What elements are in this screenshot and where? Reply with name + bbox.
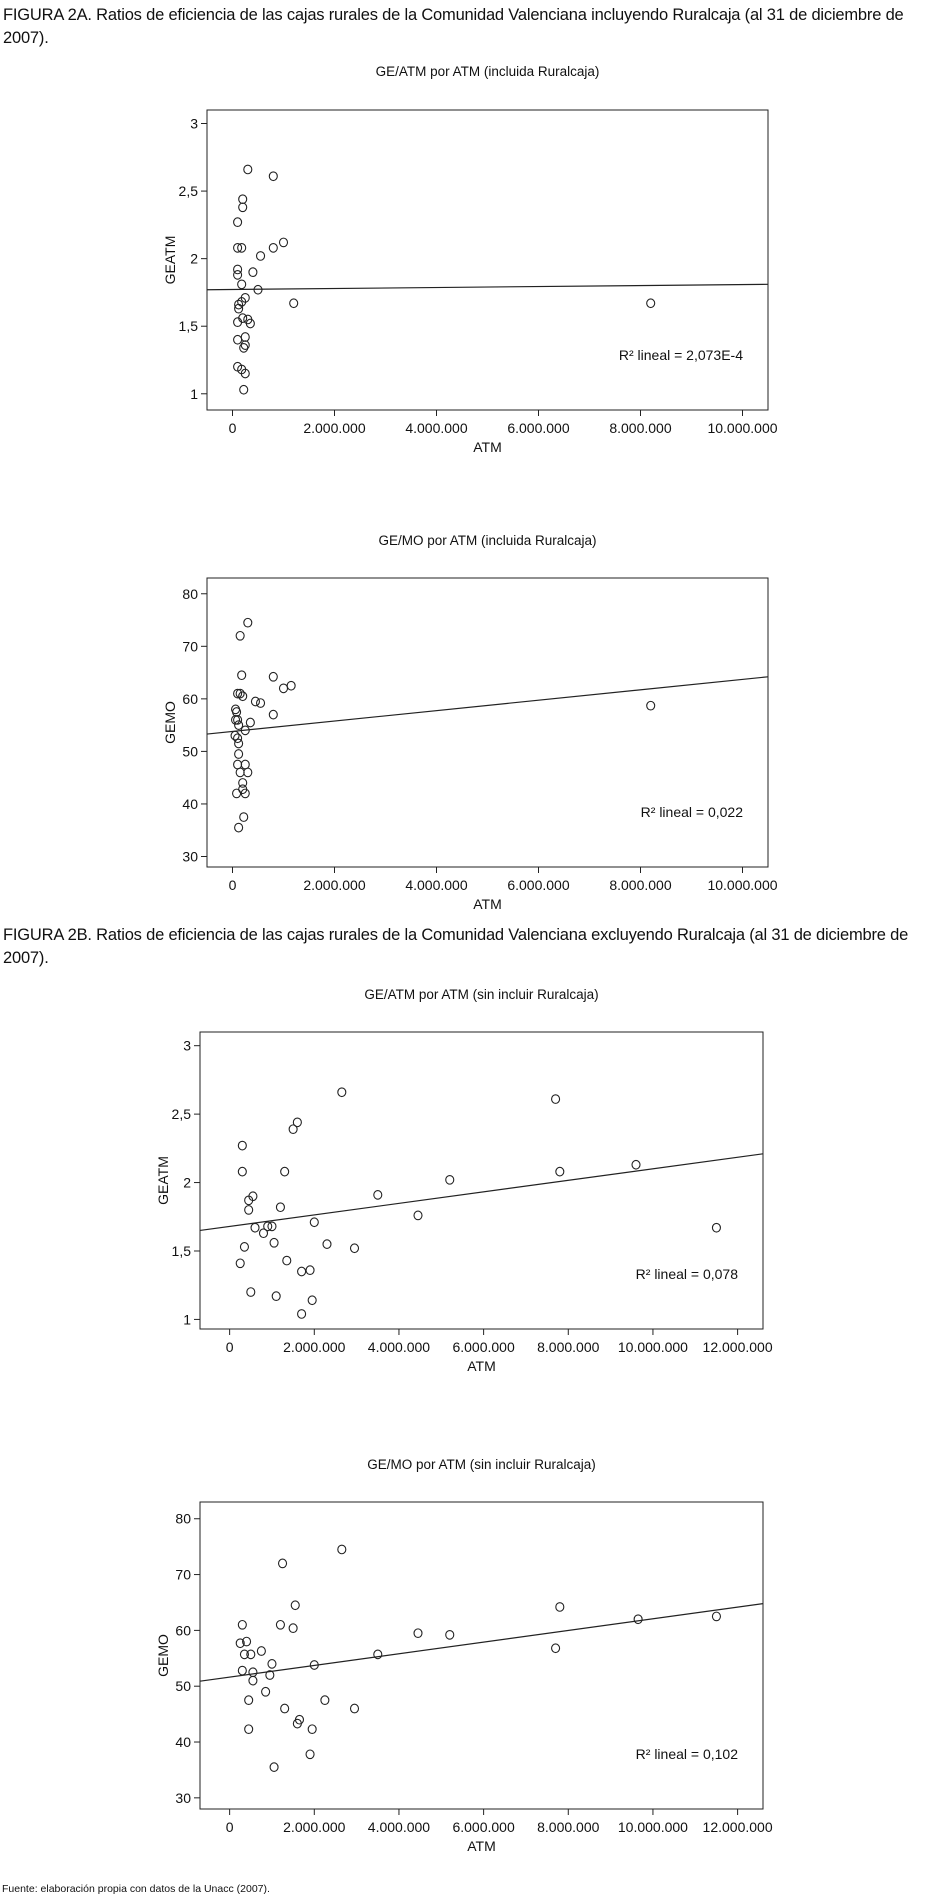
data-point	[241, 760, 249, 769]
x-tick-label: 4.000.000	[405, 877, 468, 893]
x-tick-label: 2.000.000	[283, 1339, 346, 1355]
data-point	[446, 1176, 454, 1185]
x-tick-label: 8.000.000	[609, 420, 672, 436]
chart-title: GE/MO por ATM (sin incluir Ruralcaja)	[367, 1457, 596, 1472]
data-point	[236, 632, 244, 641]
data-point	[306, 1266, 314, 1275]
data-point	[268, 1660, 276, 1669]
data-point	[712, 1612, 720, 1621]
data-point	[308, 1296, 316, 1305]
x-tick-label: 2.000.000	[303, 877, 366, 893]
x-tick-label: 6.000.000	[507, 877, 570, 893]
x-tick-label: 0	[228, 877, 237, 893]
data-point	[280, 684, 288, 693]
data-point	[240, 813, 248, 822]
x-tick-label: 10.000.000	[617, 1819, 688, 1835]
chart-title: GE/ATM por ATM (sin incluir Ruralcaja)	[364, 987, 599, 1002]
data-point	[238, 671, 246, 680]
data-point	[238, 1141, 246, 1150]
x-tick-label: 0	[225, 1339, 234, 1355]
data-point	[287, 681, 295, 690]
r-squared-annotation: R² lineal = 0,022	[640, 804, 743, 820]
figure-2a-caption	[3, 4, 929, 50]
data-point	[289, 1624, 297, 1633]
y-tick-label: 3	[183, 1037, 191, 1054]
data-point	[306, 1750, 314, 1759]
data-point	[414, 1629, 422, 1638]
x-tick-label: 8.000.000	[537, 1819, 600, 1835]
y-tick-label: 40	[182, 795, 198, 812]
chart-geatm-incl-ruralcaja	[0, 60, 933, 470]
y-tick-label: 50	[175, 1678, 191, 1695]
data-point	[272, 1292, 280, 1301]
data-point	[235, 823, 243, 832]
x-tick-label: 6.000.000	[452, 1819, 515, 1835]
data-point	[244, 165, 252, 174]
data-point	[235, 739, 243, 748]
data-point	[238, 1621, 246, 1630]
y-tick-label: 70	[182, 638, 198, 655]
x-tick-label: 2.000.000	[283, 1819, 346, 1835]
data-point	[262, 1687, 270, 1696]
data-point	[276, 1621, 284, 1630]
data-point	[236, 768, 244, 777]
data-point	[269, 244, 277, 253]
data-point	[245, 1696, 253, 1705]
data-point	[351, 1244, 359, 1253]
x-tick-label: 12.000.000	[702, 1819, 773, 1835]
data-point	[712, 1223, 720, 1232]
data-point	[634, 1615, 642, 1624]
data-point	[276, 1203, 284, 1212]
data-point	[289, 1125, 297, 1134]
y-tick-label: 30	[182, 848, 198, 865]
y-tick-label: 1	[190, 385, 198, 402]
y-tick-label: 1,5	[171, 1242, 191, 1259]
data-point	[279, 1559, 287, 1568]
y-axis-label: GEATM	[162, 235, 178, 285]
chart-title: GE/ATM por ATM (incluida Ruralcaja)	[375, 64, 600, 79]
data-point	[239, 203, 247, 212]
data-point	[259, 1229, 267, 1238]
data-point	[647, 299, 655, 308]
figure-2a-caption-lead: FIGURA 2A.	[3, 6, 92, 24]
data-point	[235, 750, 243, 759]
data-point	[290, 299, 298, 308]
x-tick-label: 2.000.000	[303, 420, 366, 436]
data-point	[323, 1240, 331, 1249]
x-tick-label: 6.000.000	[507, 420, 570, 436]
data-point	[338, 1545, 346, 1554]
x-tick-label: 0	[228, 420, 237, 436]
chart-gemo-sin-ruralcaja	[0, 1455, 933, 1865]
y-tick-label: 40	[175, 1734, 191, 1751]
y-tick-label: 2,5	[178, 183, 198, 200]
data-point	[552, 1095, 560, 1104]
data-point	[269, 672, 277, 681]
data-point	[236, 1259, 244, 1268]
data-point	[270, 1763, 278, 1772]
data-point	[291, 1601, 299, 1610]
data-point	[247, 1288, 255, 1297]
data-point	[249, 1668, 257, 1677]
r-squared-annotation: R² lineal = 0,078	[635, 1266, 738, 1282]
data-point	[374, 1650, 382, 1659]
data-point	[281, 1167, 289, 1176]
data-point	[234, 335, 242, 344]
x-axis-label: ATM	[473, 439, 502, 455]
data-point	[281, 1704, 289, 1713]
data-point	[241, 333, 249, 342]
x-tick-label: 10.000.000	[707, 877, 778, 893]
y-tick-label: 2	[183, 1174, 191, 1191]
data-point	[298, 1267, 306, 1276]
data-point	[234, 271, 242, 280]
data-point	[351, 1704, 359, 1713]
data-point	[257, 1647, 265, 1656]
data-point	[245, 1206, 253, 1215]
fit-line	[207, 284, 768, 289]
data-point	[556, 1603, 564, 1612]
data-point	[240, 385, 248, 394]
y-tick-label: 80	[175, 1510, 191, 1527]
data-point	[249, 1676, 257, 1685]
data-point	[298, 1310, 306, 1319]
data-point	[238, 1167, 246, 1176]
fit-line	[207, 677, 768, 734]
x-tick-label: 4.000.000	[367, 1339, 431, 1355]
data-point	[240, 1243, 248, 1252]
y-tick-label: 2,5	[171, 1106, 191, 1123]
data-point	[251, 1223, 259, 1232]
data-point	[238, 280, 246, 289]
x-tick-label: 8.000.000	[537, 1339, 600, 1355]
x-tick-label: 6.000.000	[452, 1339, 515, 1355]
y-tick-label: 80	[182, 585, 198, 602]
plot-frame	[207, 110, 768, 410]
data-point	[280, 238, 288, 247]
x-tick-label: 10.000.000	[707, 420, 778, 436]
data-point	[239, 195, 247, 204]
x-tick-label: 4.000.000	[367, 1819, 431, 1835]
data-point	[556, 1167, 564, 1176]
x-tick-label: 10.000.000	[617, 1339, 688, 1355]
figure-2a-caption-text: Ratios de eficiencia de las cajas rurales de la Comunidad Valenciana incluyendo Ruralcaja (al 31 de diciembre de 2007).	[3, 6, 904, 47]
plot-frame	[200, 1032, 763, 1329]
data-point	[374, 1191, 382, 1200]
y-tick-label: 30	[175, 1789, 191, 1806]
data-point	[647, 701, 655, 710]
figure-2b-caption-lead: FIGURA 2B.	[3, 926, 92, 944]
data-point	[270, 1238, 278, 1247]
x-axis-label: ATM	[467, 1358, 496, 1374]
y-tick-label: 2	[190, 250, 198, 267]
chart-geatm-sin-ruralcaja	[0, 985, 933, 1390]
plot-frame	[207, 578, 768, 867]
y-axis-label: GEMO	[162, 701, 178, 744]
data-point	[244, 768, 252, 777]
fit-line	[200, 1154, 763, 1231]
data-point	[257, 252, 265, 261]
x-axis-label: ATM	[473, 896, 502, 912]
data-point	[269, 710, 277, 719]
x-tick-label: 0	[225, 1819, 234, 1835]
data-point	[338, 1088, 346, 1097]
plot-frame	[200, 1502, 763, 1809]
data-point	[308, 1725, 316, 1734]
y-tick-label: 50	[182, 743, 198, 760]
data-point	[414, 1211, 422, 1220]
data-point	[240, 344, 248, 353]
source-footer: Fuente: elaboración propia con datos de la Unacc (2007).	[2, 1883, 270, 1895]
x-tick-label: 8.000.000	[609, 877, 672, 893]
y-tick-label: 60	[182, 690, 198, 707]
x-axis-label: ATM	[467, 1838, 496, 1854]
data-point	[234, 760, 242, 769]
y-axis-label: GEMO	[155, 1634, 171, 1677]
r-squared-annotation: R² lineal = 0,102	[635, 1746, 738, 1762]
chart-title: GE/MO por ATM (incluida Ruralcaja)	[378, 533, 597, 548]
figure-2b-caption-text: Ratios de eficiencia de las cajas rurales de la Comunidad Valenciana excluyendo Ruralcaja (al 31 de diciembre de 2007).	[3, 926, 909, 967]
data-point	[234, 265, 242, 274]
x-tick-label: 4.000.000	[405, 420, 468, 436]
data-point	[249, 268, 257, 277]
data-point	[269, 172, 277, 181]
data-point	[234, 218, 242, 227]
y-tick-label: 3	[190, 115, 198, 132]
chart-gemo-incl-ruralcaja	[0, 530, 933, 915]
r-squared-annotation: R² lineal = 2,073E-4	[618, 347, 743, 363]
data-point	[246, 718, 254, 727]
data-point	[321, 1696, 329, 1705]
data-point	[310, 1218, 318, 1227]
data-point	[446, 1631, 454, 1640]
figure-2b-caption	[3, 924, 929, 970]
data-point	[244, 618, 252, 627]
y-tick-label: 70	[175, 1566, 191, 1583]
data-point	[552, 1644, 560, 1653]
data-point	[233, 789, 241, 798]
y-axis-label: GEATM	[155, 1156, 171, 1205]
data-point	[257, 699, 265, 708]
data-point	[283, 1256, 291, 1265]
x-tick-label: 12.000.000	[702, 1339, 773, 1355]
data-point	[239, 692, 247, 701]
data-point	[238, 1666, 246, 1675]
fit-line	[200, 1604, 763, 1682]
data-point	[251, 697, 259, 706]
y-tick-label: 1,5	[178, 318, 198, 335]
data-point	[231, 731, 239, 740]
y-tick-label: 1	[183, 1311, 191, 1328]
data-point	[245, 1725, 253, 1734]
y-tick-label: 60	[175, 1622, 191, 1639]
data-point	[632, 1160, 640, 1169]
